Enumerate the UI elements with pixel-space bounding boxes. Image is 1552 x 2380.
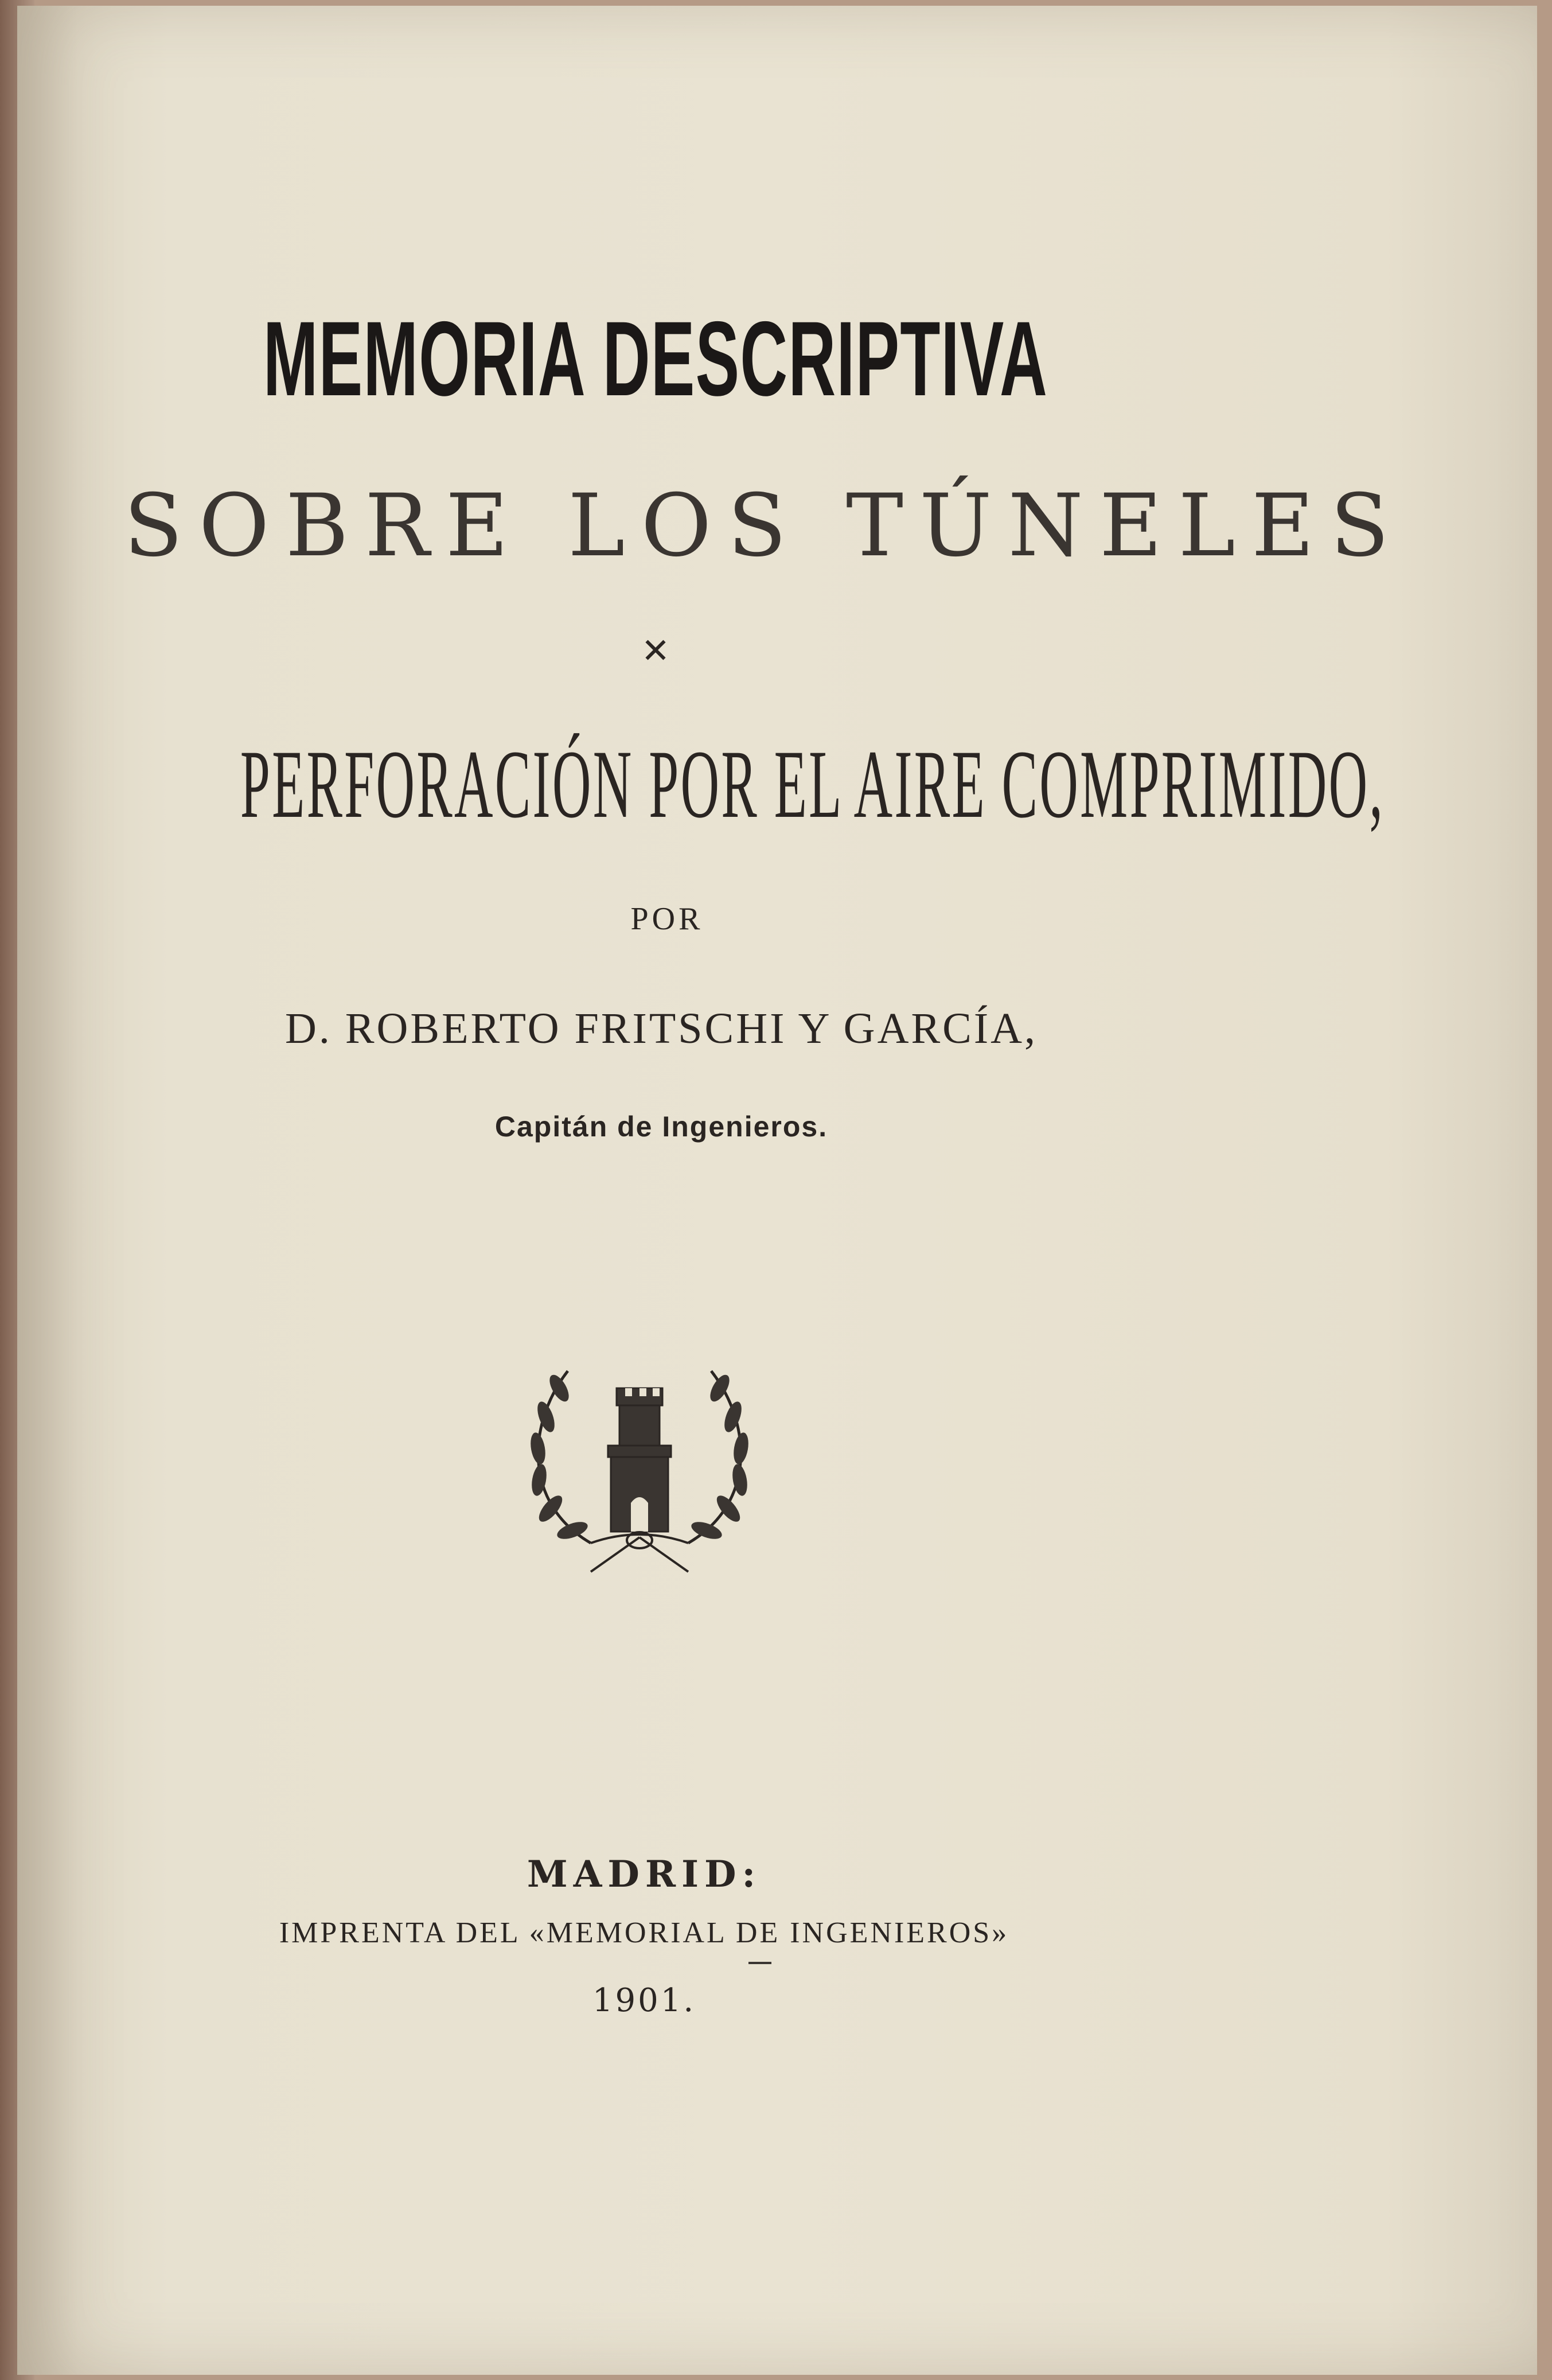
castle-tower-laurel-emblem-icon	[505, 1354, 774, 1595]
author-name: D. ROBERTO FRITSCHI Y GARCÍA,	[284, 1004, 1038, 1053]
by-label: POR	[630, 901, 704, 937]
separator-mark: ✕	[641, 632, 670, 670]
printer-name: IMPRENTA DEL «MEMORIAL DE INGENIEROS»	[279, 1917, 1009, 1949]
publication-year: 1901.	[592, 1982, 696, 2019]
title-line-2: SOBRE LOS TÚNELES	[123, 476, 1406, 576]
divider	[748, 1962, 771, 1964]
author-rank: Capitán de Ingenieros.	[494, 1111, 828, 1143]
title-line-3: PERFORACIÓN POR EL AIRE COMPRIMIDO,	[240, 730, 1385, 838]
publication-city: MADRID:	[527, 1853, 762, 1896]
title-line-1: MEMORIA DESCRIPTIVA	[263, 300, 1048, 418]
